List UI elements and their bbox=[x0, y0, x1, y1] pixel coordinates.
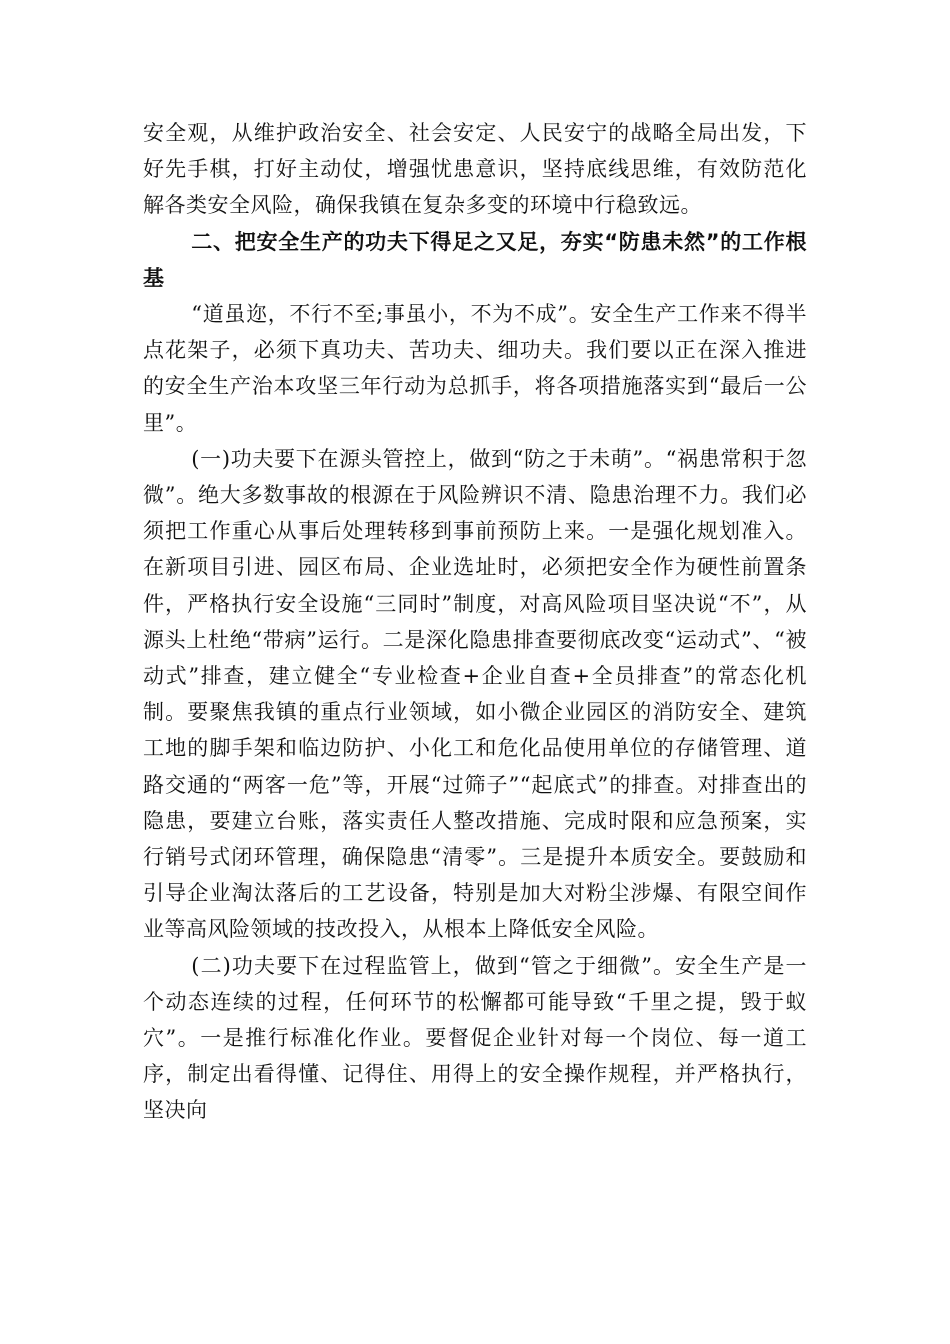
document-body bbox=[143, 115, 807, 1129]
paragraph-process-supervision: (二)功夫要下在过程监管上，做到“管之于细微”。安全生产是一个动态连续的过程，任何环节的松懈都可能导致“千里之提，毁于蚁穴”。一是推行标准化作业。要督促企业针对每一个岗位、每一道工序，制定出看得懂、记得住、用得上的安全操作规程，并严格执行，坚决向 bbox=[143, 953, 807, 1123]
section-heading: 二、把安全生产的功夫下得足之又足，夯实“防患未然”的工作根基 bbox=[143, 229, 807, 290]
paragraph-continuation: 安全观，从维护政治安全、社会安定、人民安宁的战略全局出发，下好先手棋，打好主动仗，增强忧患意识，坚持底线思维，有效防范化解各类安全风险，确保我镇在复杂多变的环境中行稳致远。 bbox=[143, 121, 807, 218]
paragraph-source-control: (一)功夫要下在源头管控上，做到“防之于未萌”。“祸患常积于忽微”。绝大多数事故的根源在于风险辨识不清、隐患治理不力。我们必须把工作重心从事后处理转移到事前预防上来。一是强化规划准入。在新项目引进、园区布局、企业选址时，必须把安全作为硬性前置条件，严格执行安全设施“三同时”制度，对高风险项目坚决说“不”，从源头上杜绝“带病”运行。二是深化隐患排查要彻底改变“运动式”、“被动式”排查，建立健全“专业检查+企业自查+全员排查”的常态化机制。要聚焦我镇的重点行业领域，如小微企业园区的消防安全、建筑工地的脚手架和临边防护、小化工和危化品使用单位的存储管理、道路交通的“两客一危”等，开展“过筛子”“起底式”的排查。对排查出的隐患，要建立台账，落实责任人整改措施、完成时限和应急预案，实行销号式闭环管理，确保隐患“清零”。三是提升本质安全。要鼓励和引导企业淘汰落后的工艺设备，特别是加大对粉尘涉爆、有限空间作业等高风险领域的技改投入，从根本上降低安全风险。 bbox=[143, 446, 807, 942]
paragraph-intro: “道虽迩，不行不至;事虽小，不为不成”。安全生产工作来不得半点花架子，必须下真功夫、苦功夫、细功夫。我们要以正在深入推进的安全生产治本攻坚三年行动为总抓手，将各项措施落实到“最后一公里”。 bbox=[143, 302, 807, 435]
